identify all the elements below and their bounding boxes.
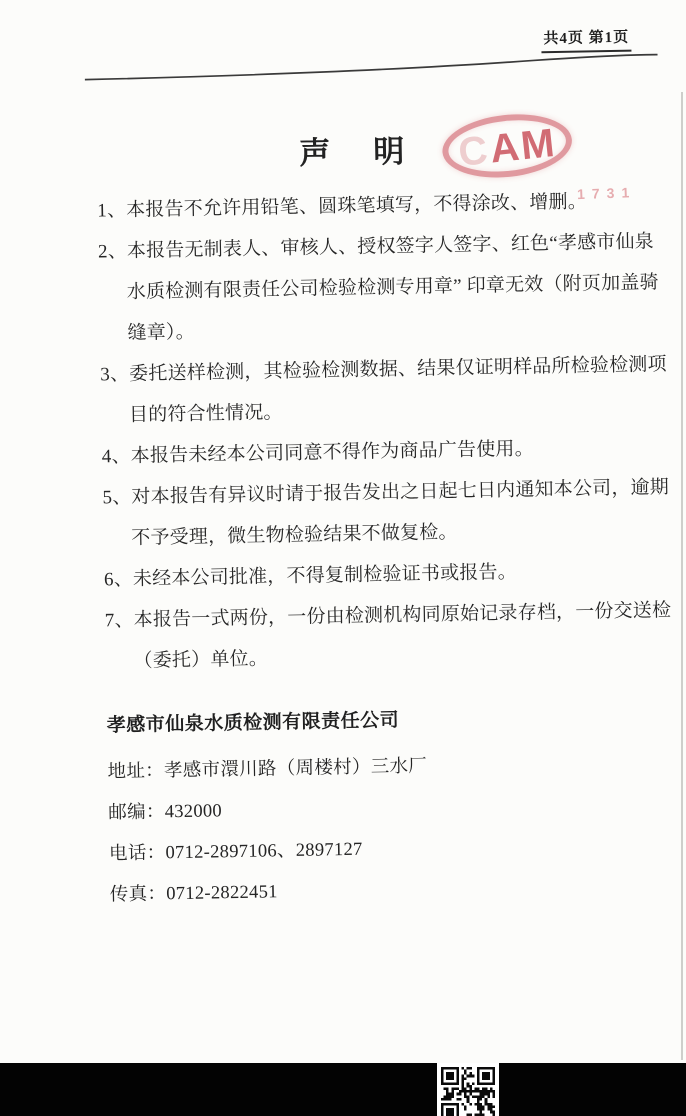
stamp-letter-c: C — [456, 127, 492, 175]
header-rule — [84, 52, 660, 85]
declaration-list — [97, 180, 674, 682]
declaration-line-5: 5、对本报告有异议时请于报告发出之日起七日内通知本公司，逾期 — [102, 477, 670, 509]
company-contact-line: 传真：0712-2822451 — [109, 882, 278, 906]
stamp-letters — [439, 110, 575, 185]
declaration-line-2: 2、本报告无制表人、审核人、授权签字人签字、红色“孝感市仙泉 — [97, 231, 655, 263]
cma-stamp — [439, 108, 575, 183]
company-name: 孝感市仙泉水质检测有限责任公司 — [106, 710, 400, 737]
company-contacts — [107, 747, 430, 917]
stamp-serial-fragment: 1731 — [576, 184, 637, 203]
footer-black-bar — [0, 1063, 686, 1116]
declaration-line-1: 1、本报告不允许用铅笔、圆珠笔填写，不得涂改、增删。 — [97, 191, 588, 222]
qr-code — [437, 1063, 499, 1116]
company-contact-line: 电话：0712-2897106、2897127 — [108, 839, 363, 865]
company-info-block — [106, 700, 429, 917]
declaration-line-3: 3、委托送样检测，其检验检测数据、结果仅证明样品所检验检测项 — [100, 354, 667, 386]
declaration-line-6: 6、未经本公司批准，不得复制检验证书或报告。 — [103, 561, 518, 591]
declaration-line-2-cont: 缝章）。 — [127, 321, 196, 344]
company-contact-line: 地址：孝感市澴川路（周楼村）三水厂 — [107, 756, 428, 783]
declaration-line-4: 4、本报告未经本公司同意不得作为商品广告使用。 — [101, 438, 535, 468]
declaration-title: 声 明 — [298, 133, 411, 171]
page-indicator: 共4页 第1页 — [541, 26, 631, 54]
stamp-letters-am: AM — [487, 120, 559, 172]
scan-edge-line — [681, 92, 683, 1060]
declaration-line-7: 7、本报告一式两份，一份由检测机构同原始记录存档，一份交送检 — [104, 600, 672, 632]
company-contact-line: 邮编：432000 — [108, 801, 223, 824]
declaration-line-5-cont: 不予受理，微生物检验结果不做复检。 — [131, 521, 458, 549]
declaration-line-3-cont: 目的符合性情况。 — [128, 402, 283, 426]
declaration-line-2-cont: 水质检测有限责任公司检验检测专用章” 印章无效（附页加盖骑 — [126, 272, 659, 303]
declaration-line-7-cont: （委托）单位。 — [133, 648, 269, 672]
